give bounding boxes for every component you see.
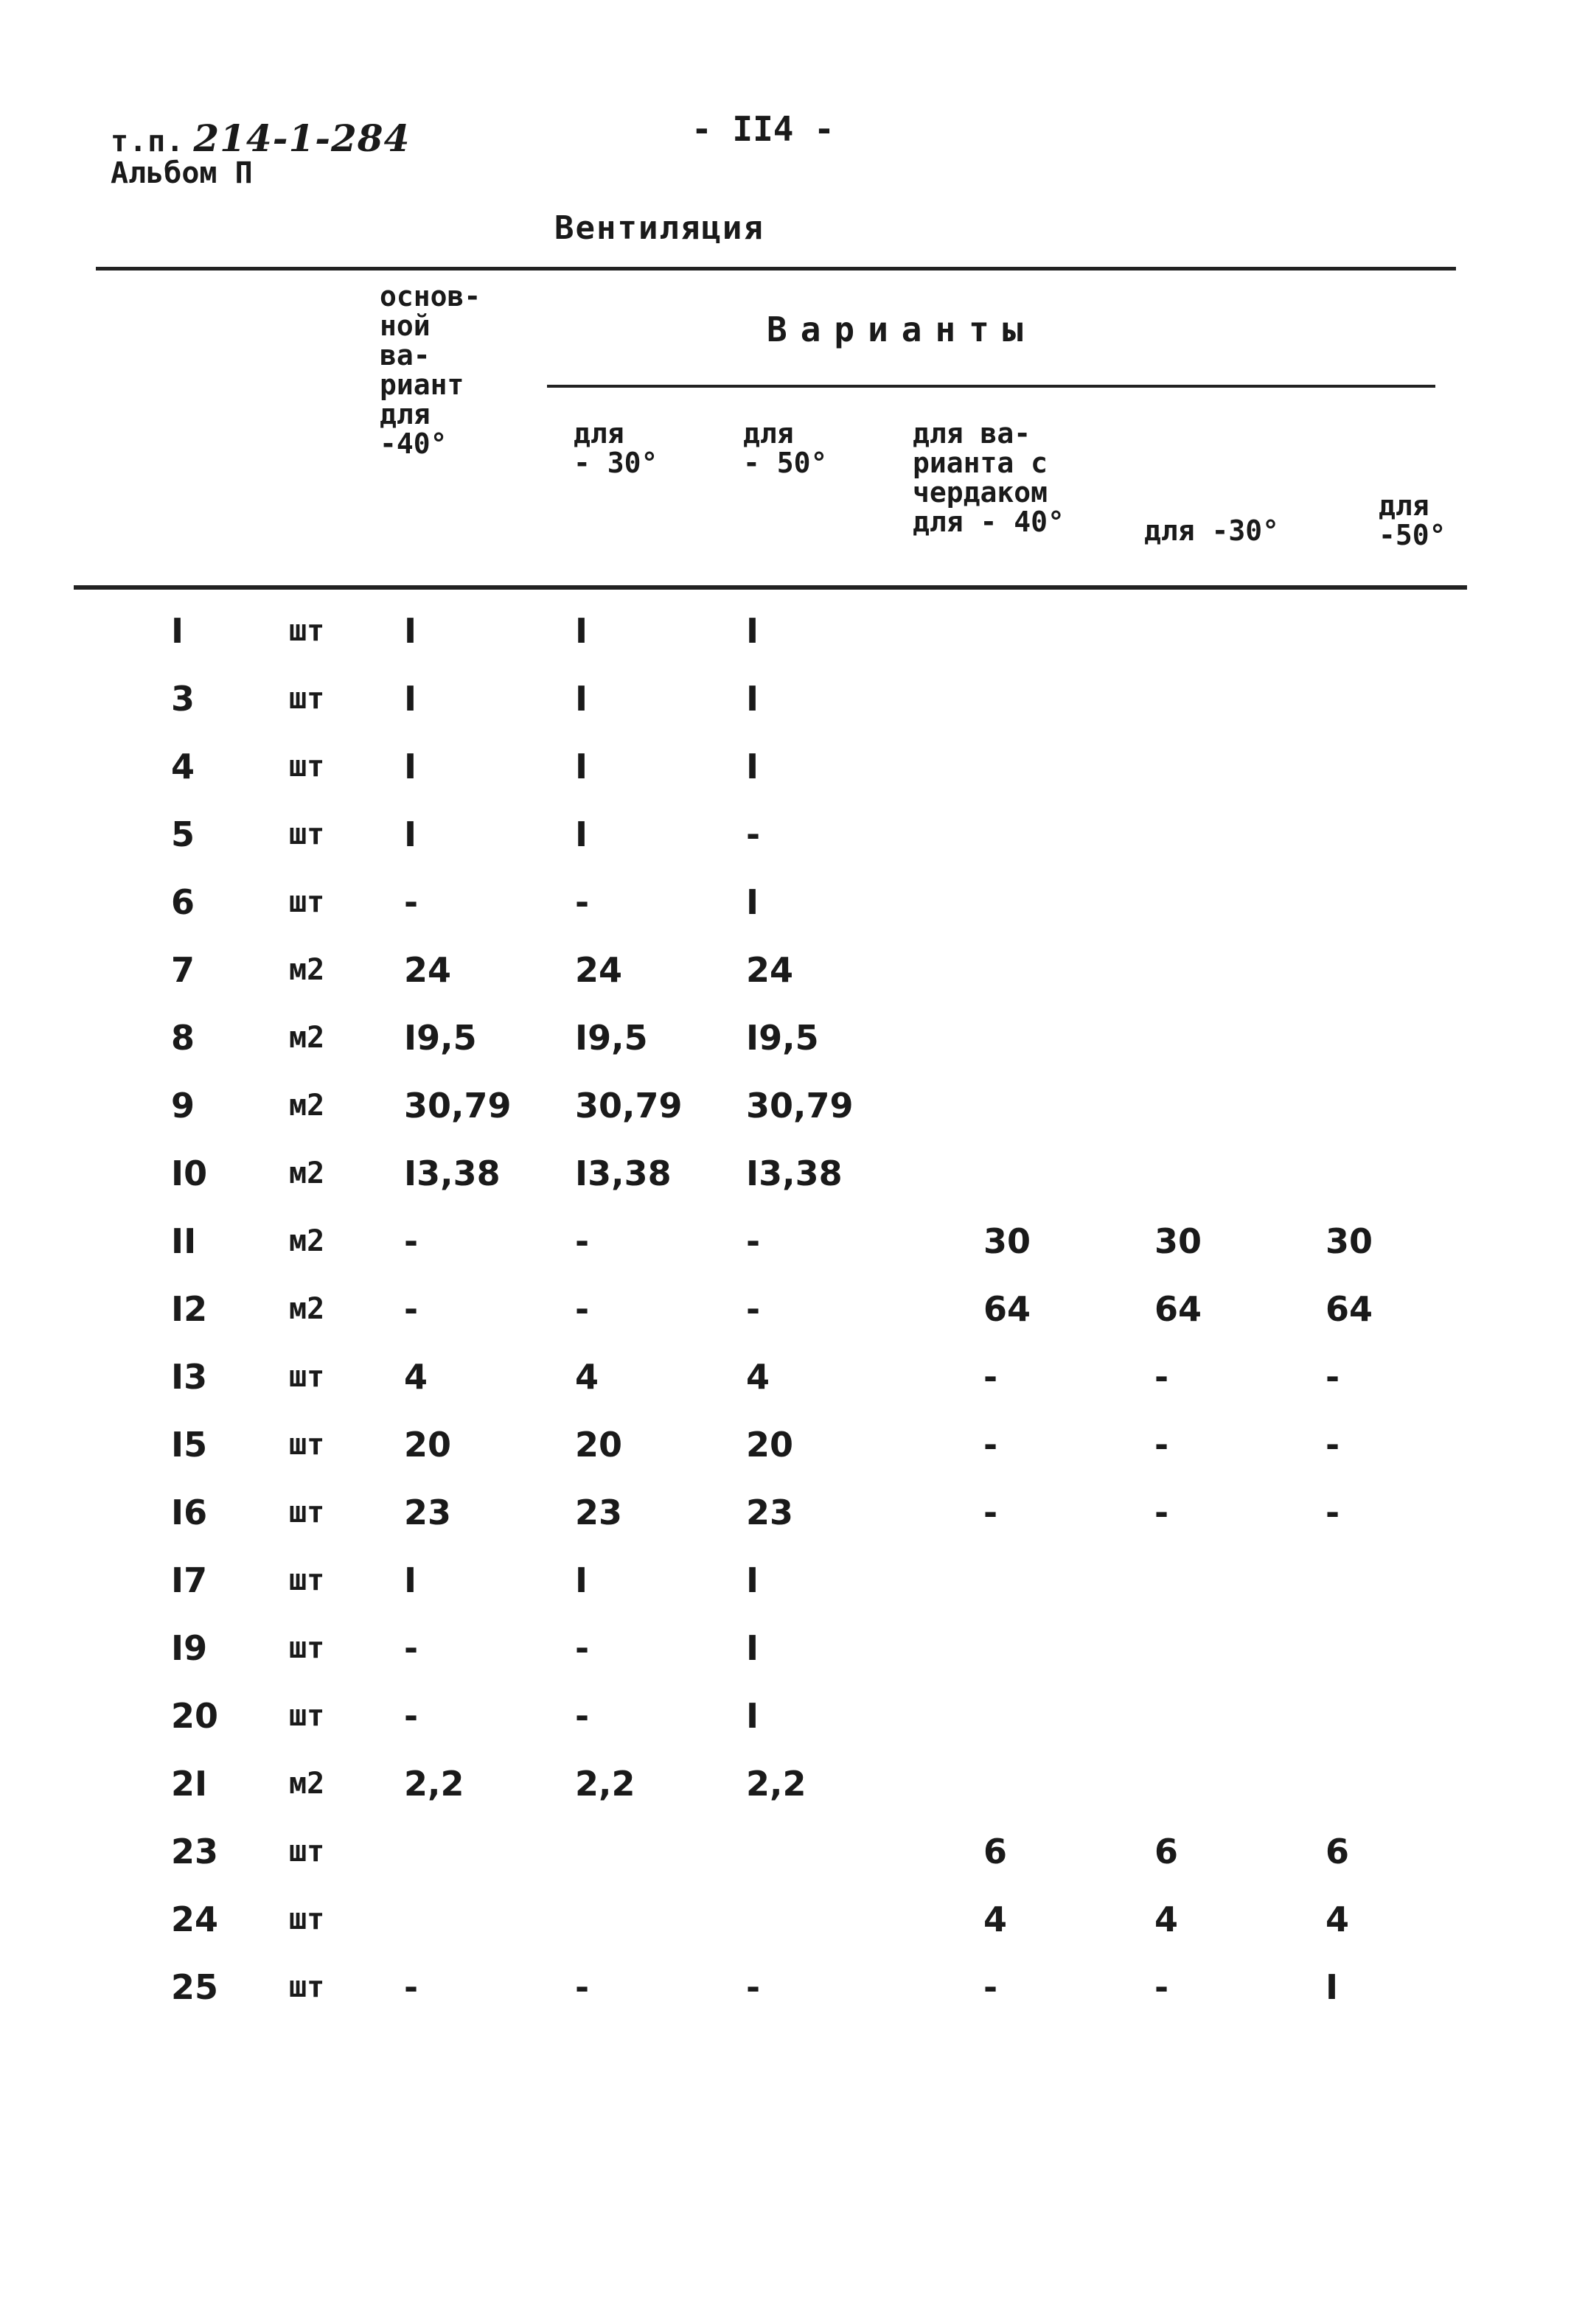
row-cell: 24 <box>575 950 623 990</box>
row-cell: - <box>983 1357 998 1397</box>
row-unit: шт <box>289 614 325 648</box>
row-unit: шт <box>289 1699 325 1733</box>
row-cell: - <box>404 1289 419 1329</box>
row-cell: I3,38 <box>746 1154 843 1193</box>
row-cell: 30 <box>1154 1221 1202 1261</box>
row-item-number: 5 <box>171 814 195 854</box>
row-cell: - <box>1154 1967 1169 2007</box>
row-unit: шт <box>289 1428 325 1462</box>
col-header-v50: для - 50° <box>743 417 828 479</box>
row-cell: - <box>404 1628 419 1668</box>
row-cell: I3,38 <box>575 1154 672 1193</box>
col-header-attic-50: для -50° <box>1379 489 1446 551</box>
row-item-number: 7 <box>171 950 195 990</box>
row-cell: 20 <box>746 1425 794 1465</box>
row-cell: I <box>746 1560 759 1600</box>
variants-rule <box>547 385 1435 388</box>
row-unit: шт <box>289 682 325 716</box>
row-cell: 4 <box>746 1357 770 1397</box>
row-item-number: I7 <box>171 1560 208 1600</box>
row-item-number: 6 <box>171 882 195 922</box>
row-unit: шт <box>289 1970 325 2004</box>
row-item-number: 25 <box>171 1967 219 2007</box>
row-unit: шт <box>289 817 325 851</box>
row-cell: 30 <box>1326 1221 1373 1261</box>
header-bottom-rule <box>74 585 1467 590</box>
col-header-basic: основ- ной ва- риант для -40° <box>380 280 481 460</box>
row-cell: 2,2 <box>575 1764 635 1804</box>
row-item-number: I2 <box>171 1289 208 1329</box>
row-cell: 20 <box>575 1425 623 1465</box>
row-cell: I <box>404 814 417 854</box>
row-cell: - <box>746 1221 761 1261</box>
row-cell: - <box>575 1696 590 1736</box>
row-cell: I <box>404 679 417 719</box>
row-cell: I <box>746 611 759 651</box>
row-cell: 64 <box>1326 1289 1373 1329</box>
row-cell: 30,79 <box>575 1086 683 1126</box>
row-cell: I9,5 <box>404 1018 477 1058</box>
row-item-number: I0 <box>171 1154 208 1193</box>
document-reference <box>111 116 410 160</box>
row-cell: I <box>575 747 588 786</box>
row-unit: шт <box>289 750 325 784</box>
row-cell: - <box>1154 1425 1169 1465</box>
row-cell: I <box>575 814 588 854</box>
row-unit: м2 <box>289 953 325 987</box>
row-cell: 64 <box>1154 1289 1202 1329</box>
row-item-number: 23 <box>171 1832 219 1871</box>
row-unit: шт <box>289 1563 325 1597</box>
row-cell: 23 <box>575 1493 623 1532</box>
row-cell: - <box>983 1493 998 1532</box>
row-unit: шт <box>289 1631 325 1665</box>
row-unit: м2 <box>289 1224 325 1258</box>
row-cell: 30,79 <box>404 1086 512 1126</box>
row-cell: 4 <box>983 1899 1008 1939</box>
row-cell: - <box>575 882 590 922</box>
row-cell: - <box>983 1967 998 2007</box>
row-cell: I <box>746 1696 759 1736</box>
row-unit: м2 <box>289 1292 325 1326</box>
row-item-number: I6 <box>171 1493 208 1532</box>
row-item-number: 3 <box>171 679 195 719</box>
row-cell: - <box>1326 1357 1340 1397</box>
row-unit: м2 <box>289 1767 325 1801</box>
variants-label: Варианты <box>767 310 1037 349</box>
row-cell: I <box>404 747 417 786</box>
row-cell: - <box>575 1967 590 2007</box>
row-cell: I <box>404 1560 417 1600</box>
row-cell: - <box>1326 1425 1340 1465</box>
row-cell: I <box>575 1560 588 1600</box>
row-cell: - <box>404 1967 419 2007</box>
row-cell: 6 <box>1154 1832 1179 1871</box>
row-cell: I <box>575 611 588 651</box>
col-header-attic-40: для ва- рианта с чердаком для - 40° <box>913 417 1065 538</box>
row-cell: - <box>404 1696 419 1736</box>
row-cell: I <box>746 1628 759 1668</box>
row-cell: 4 <box>404 1357 428 1397</box>
row-item-number: I <box>171 611 184 651</box>
row-cell: 2,2 <box>404 1764 464 1804</box>
row-unit: шт <box>289 1902 325 1936</box>
row-cell: 64 <box>983 1289 1031 1329</box>
row-cell: 24 <box>404 950 452 990</box>
row-unit: шт <box>289 1496 325 1529</box>
row-cell: - <box>575 1221 590 1261</box>
row-unit: шт <box>289 885 325 919</box>
row-cell: - <box>404 1221 419 1261</box>
row-cell: I <box>746 747 759 786</box>
row-cell: - <box>575 1289 590 1329</box>
table-top-rule <box>96 267 1456 271</box>
row-cell: - <box>1154 1357 1169 1397</box>
row-item-number: I5 <box>171 1425 208 1465</box>
row-item-number: 4 <box>171 747 195 786</box>
row-cell: - <box>983 1425 998 1465</box>
row-cell: - <box>746 814 761 854</box>
row-cell: 30 <box>983 1221 1031 1261</box>
row-cell: 20 <box>404 1425 452 1465</box>
page-number: - II4 - <box>692 109 835 149</box>
page-title: Вентиляция <box>554 209 764 247</box>
row-cell: I9,5 <box>575 1018 648 1058</box>
col-header-v30: для - 30° <box>574 417 658 479</box>
row-cell: I3,38 <box>404 1154 501 1193</box>
row-cell: I <box>1326 1967 1339 2007</box>
row-unit: шт <box>289 1835 325 1868</box>
row-item-number: 24 <box>171 1899 219 1939</box>
row-cell: - <box>746 1289 761 1329</box>
row-item-number: I9 <box>171 1628 208 1668</box>
row-cell: 4 <box>575 1357 599 1397</box>
row-item-number: 9 <box>171 1086 195 1126</box>
doc-number: 214-1-284 <box>193 116 411 160</box>
row-cell: 6 <box>1326 1832 1350 1871</box>
row-unit: м2 <box>289 1089 325 1123</box>
row-cell: 2,2 <box>746 1764 807 1804</box>
row-cell: - <box>1154 1493 1169 1532</box>
row-cell: - <box>746 1967 761 2007</box>
row-cell: - <box>575 1628 590 1668</box>
album-label: Альбом П <box>111 156 253 190</box>
row-item-number: 8 <box>171 1018 195 1058</box>
row-cell: 30,79 <box>746 1086 854 1126</box>
row-item-number: II <box>171 1221 197 1261</box>
row-item-number: I3 <box>171 1357 208 1397</box>
row-cell: - <box>1326 1493 1340 1532</box>
doc-prefix: т.п. <box>111 125 185 158</box>
row-cell: - <box>404 882 419 922</box>
row-unit: м2 <box>289 1021 325 1055</box>
row-item-number: 2I <box>171 1764 208 1804</box>
row-cell: I <box>575 679 588 719</box>
row-cell: I9,5 <box>746 1018 819 1058</box>
row-cell: I <box>746 882 759 922</box>
row-cell: 6 <box>983 1832 1008 1871</box>
row-cell: 24 <box>746 950 794 990</box>
row-cell: I <box>404 611 417 651</box>
row-cell: 23 <box>746 1493 794 1532</box>
row-cell: 23 <box>404 1493 452 1532</box>
row-unit: м2 <box>289 1156 325 1190</box>
row-cell: 4 <box>1326 1899 1350 1939</box>
row-item-number: 20 <box>171 1696 219 1736</box>
row-cell: 4 <box>1154 1899 1179 1939</box>
row-unit: шт <box>289 1360 325 1394</box>
col-header-attic-30: для -30° <box>1144 514 1280 547</box>
row-cell: I <box>746 679 759 719</box>
